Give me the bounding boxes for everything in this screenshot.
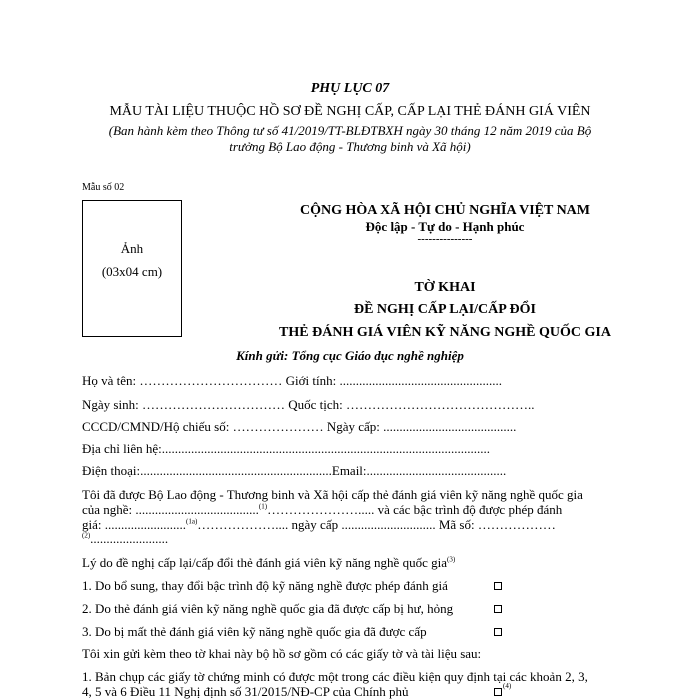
reason-3-checkbox[interactable] <box>494 628 502 636</box>
reason-item: 1. Do bổ sung, thay đổi bậc trình độ kỹ năng nghề được phép đánh giá <box>82 578 448 593</box>
attachments-heading: Tôi xin gửi kèm theo tờ khai này bộ hồ sơ gồm có các giấy tờ và tài liệu sau: <box>82 646 482 661</box>
form-number: Mẫu số 02 <box>82 182 125 193</box>
motto-divider: --------------- <box>417 233 473 245</box>
phone-email-field: Điện thoại:...........................................................Email:........................................... <box>82 463 507 478</box>
attachment-item1-line2: 4, 5 và 6 Điều 11 Nghị định số 31/2015/NĐ-CP của Chính phủ <box>82 684 409 699</box>
reason-item: 2. Do thẻ đánh giá viên kỹ năng nghề quốc gia đã được cấp bị hư, hỏng <box>82 601 454 616</box>
attachment-1-checkbox[interactable] <box>494 688 502 696</box>
name-gender-field: Họ và tên: …………………………… Giới tính: .................................................. <box>82 373 502 388</box>
form-title-line3: THẺ ĐÁNH GIÁ VIÊN KỸ NĂNG NGHỀ QUỐC GIA <box>279 325 611 340</box>
country-name: CỘNG HÒA XÃ HỘI CHỦ NGHĨA VIỆT NAM <box>299 203 590 218</box>
reasons-heading: Lý do đề nghị cấp lại/cấp đổi thẻ đánh giá viên kỹ năng nghề quốc gia$^{(3)}$ <box>82 555 456 570</box>
national-motto: Độc lập - Tự do - Hạnh phúc <box>365 219 525 234</box>
photo-label: Ảnh <box>120 241 144 256</box>
issued-note-line1: (Ban hành kèm theo Thông tư số 41/2019/TT-BLĐTBXH ngày 30 tháng 12 năm 2019 của Bộ <box>108 123 592 138</box>
form-title-line1: TỜ KHAI <box>414 280 476 295</box>
reason-2-checkbox[interactable] <box>494 605 502 613</box>
reason-1-checkbox[interactable] <box>494 582 502 590</box>
statement-line3: giá: .........................$^{(1a)}$……………….... ngày cấp ............................. Mã số: ……………… <box>82 517 556 532</box>
attachment-item1-line1: 1. Bản chụp các giấy tờ chứng minh có được một trong các điều kiện quy định tại các khoản 2, 3, <box>82 669 588 684</box>
statement-line1: Tôi đã được Bộ Lao động - Thương binh và Xã hội cấp thẻ đánh giá viên kỹ năng nghề quốc gia <box>82 487 583 502</box>
address-field: Địa chỉ liên hệ:..................................................................................................... <box>82 441 491 456</box>
photo-placeholder <box>82 200 182 337</box>
statement-line2: của nghề: ......................................$^{(1)}$…………………..... và các bậc trình độ được phép đánh <box>82 502 563 517</box>
photo-size: (03x04 cm) <box>101 264 163 279</box>
appendix-title: PHỤ LỤC 07 <box>310 81 390 96</box>
id-number-field: CCCD/CMND/Hộ chiếu số: ………………… Ngày cấp: ......................................... <box>82 419 517 434</box>
statement-line4: $^{(2)}$........................ <box>82 531 169 546</box>
form-title-line2: ĐỀ NGHỊ CẤP LẠI/CẤP ĐỔI <box>353 302 537 317</box>
dob-nationality-field: Ngày sinh: …………………………… Quốc tịch: …………………………………….. <box>82 397 535 412</box>
document-title: MẪU TÀI LIỆU THUỘC HỒ SƠ ĐỀ NGHỊ CẤP, CẤP LẠI THẺ ĐÁNH GIÁ VIÊN <box>109 104 591 119</box>
issued-note-line2: trưởng Bộ Lao động - Thương binh và Xã hội) <box>229 139 471 154</box>
attachment-item1-sup: (4) <box>503 682 512 690</box>
reason-item: 3. Do bị mất thẻ đánh giá viên kỹ năng nghề quốc gia đã được cấp <box>82 624 427 639</box>
recipient: Kính gửi: Tổng cục Giáo dục nghề nghiệp <box>236 348 464 363</box>
